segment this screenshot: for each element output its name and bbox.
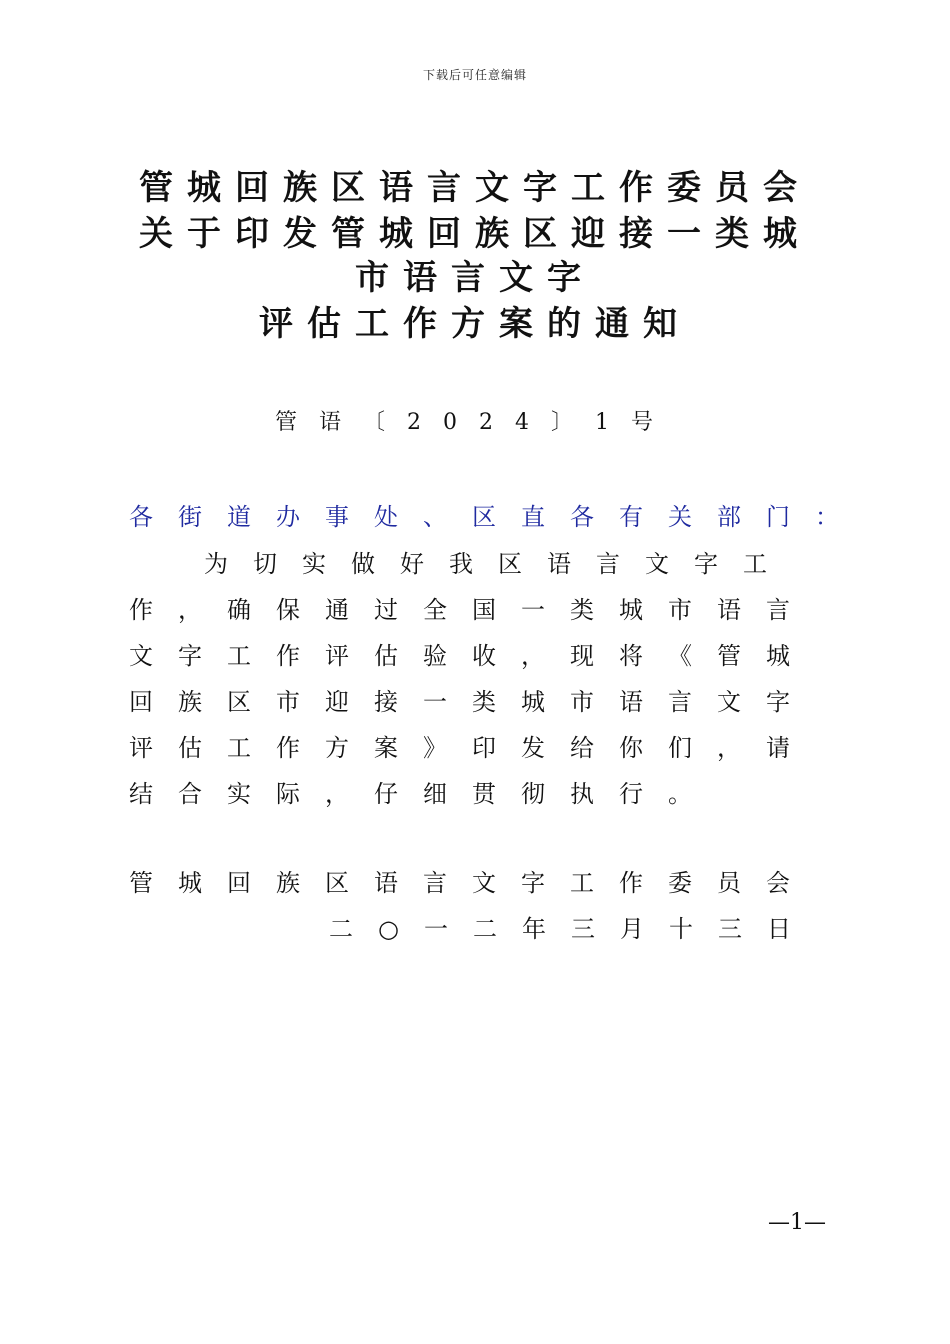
body-line-1: 为切实做好我区语言文字工: [204, 550, 792, 578]
title-line-2: 关于印发管城回族区迎接一类城: [139, 214, 811, 254]
title-line-3: 市语言文字: [355, 258, 595, 298]
signature: 管城回族区语言文字工作委员会: [129, 869, 815, 897]
body-line-6: 结合实际，仔细贯彻执行。: [129, 780, 717, 808]
body-line-4: 回族区市迎接一类城市语言文字: [129, 688, 815, 716]
header-note: 下载后可任意编辑: [422, 68, 527, 82]
title-line-4: 评估工作方案的通知: [259, 304, 691, 344]
body-line-3: 文字工作评估验收，现将《管城: [129, 642, 815, 670]
salutation: 各街道办事处、区直各有关部门：: [129, 503, 864, 531]
title-line-1: 管城回族区语言文字工作委员会: [139, 168, 811, 208]
issue-date: 二○一二年三月十三日: [329, 915, 816, 943]
body-text: [129, 541, 815, 817]
body-line-5: 评估工作方案》印发给你们，请: [129, 734, 815, 762]
body-line-2: 作，确保通过全国一类城市语言: [129, 596, 815, 624]
page-number: —1—: [768, 1210, 826, 1235]
document-number: 管语〔2024〕1号: [275, 410, 675, 435]
document-title: [110, 165, 840, 347]
